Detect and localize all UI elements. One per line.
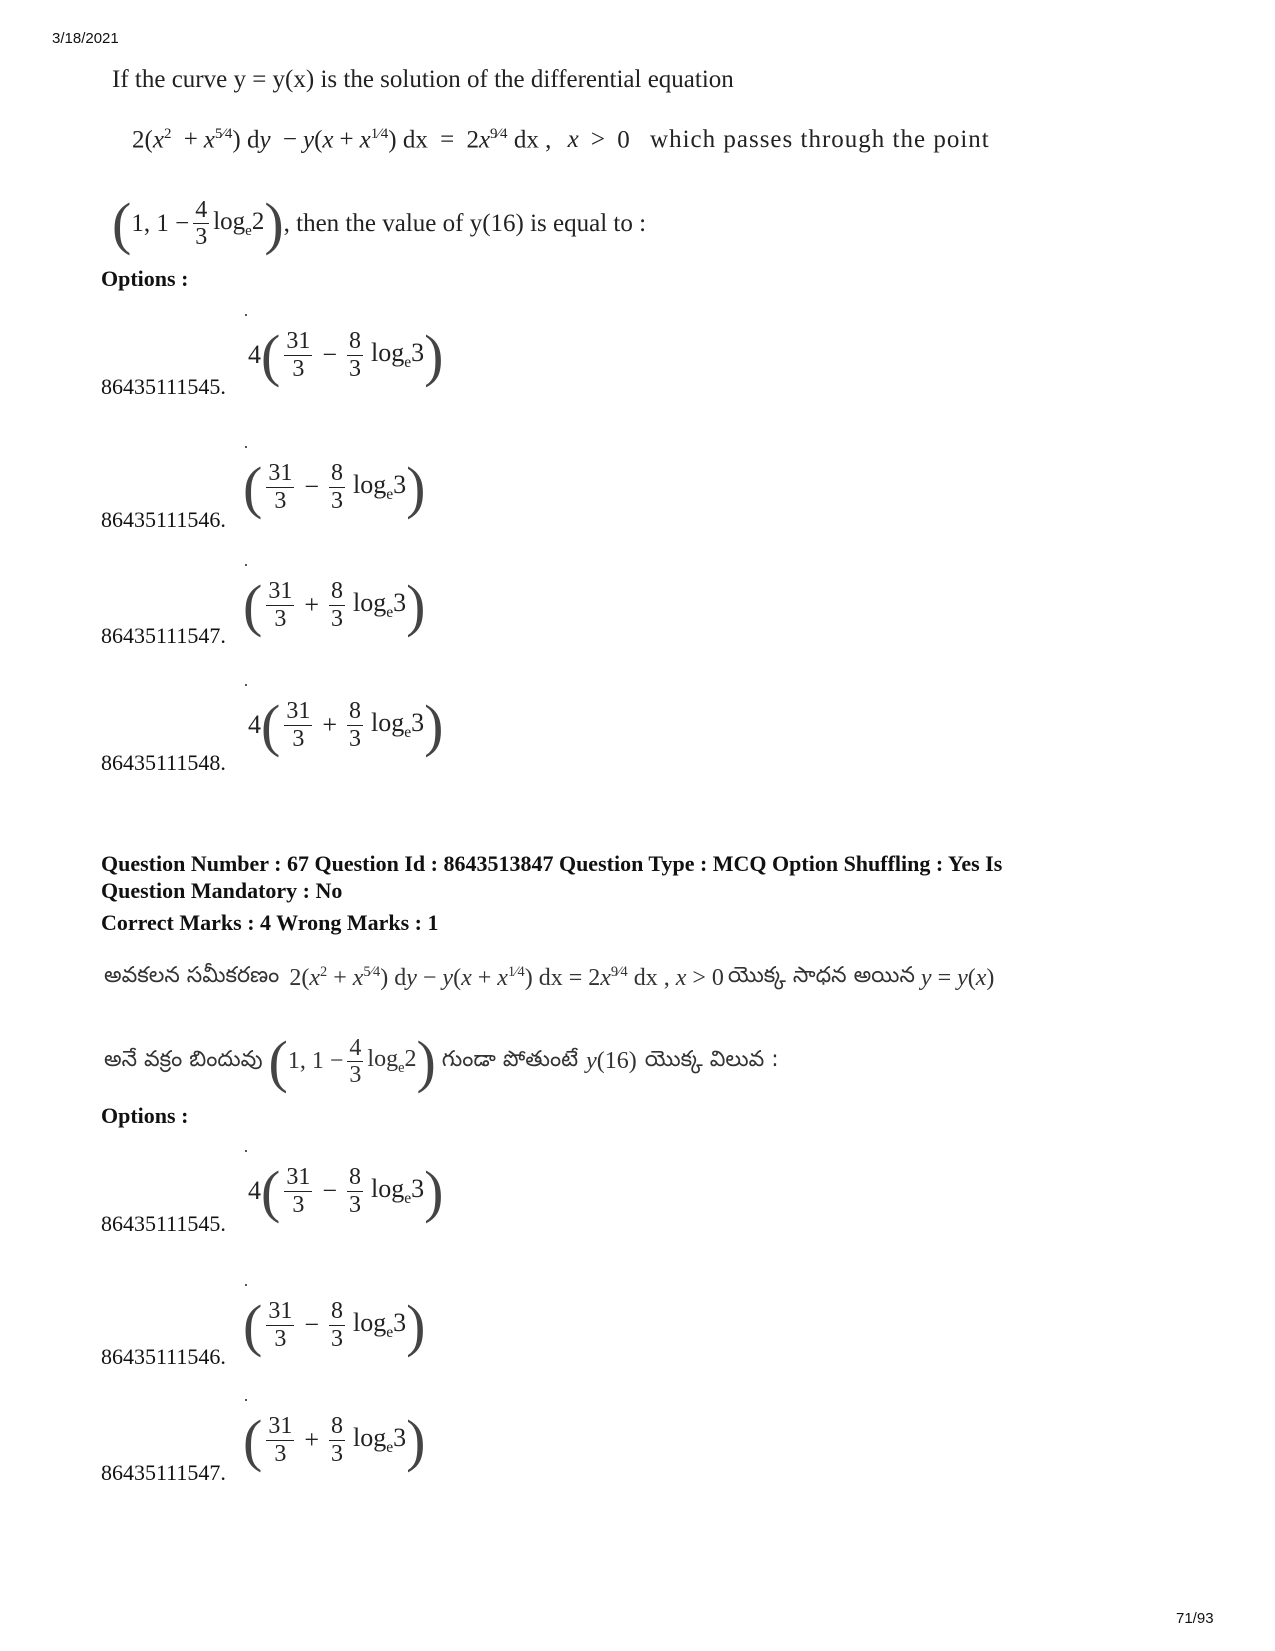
close-paren: ) bbox=[406, 572, 426, 638]
open-paren: ( bbox=[261, 1158, 281, 1224]
q67-telugu-line2-prefix: అనే వక్రం బిందువు bbox=[104, 1046, 263, 1072]
option-formula bbox=[248, 320, 443, 390]
denominator: 3 bbox=[331, 1325, 343, 1352]
fraction bbox=[266, 1413, 294, 1467]
numerator: 31 bbox=[286, 1164, 311, 1191]
close-paren: ) bbox=[424, 1158, 444, 1224]
numerator: 31 bbox=[268, 460, 293, 487]
close-paren: ) bbox=[406, 1407, 426, 1473]
option-formula bbox=[248, 690, 443, 760]
q66-line1: If the curve y = y(x) is the solution of the differential equation bbox=[112, 66, 734, 93]
log-term: $\log_e3$ bbox=[353, 587, 407, 622]
open-paren: ( bbox=[261, 692, 281, 758]
q67-telugu-line2-mid: గుండా పోతుంటే bbox=[441, 1046, 579, 1072]
q67-telugu-line1-suffix: యొక్క సాధన అయిన bbox=[727, 963, 915, 988]
numerator: 8 bbox=[349, 1164, 361, 1191]
close-paren: ) bbox=[406, 1292, 426, 1358]
open-paren: ( bbox=[243, 1292, 263, 1358]
option-id: 86435111545. bbox=[101, 374, 226, 399]
q66-options-label: Options : bbox=[101, 266, 189, 291]
fraction bbox=[329, 1298, 345, 1352]
fraction bbox=[266, 578, 294, 632]
numerator: 8 bbox=[349, 328, 361, 355]
denominator: 3 bbox=[292, 725, 305, 752]
denominator: 3 bbox=[292, 1191, 305, 1218]
operator: − bbox=[322, 340, 337, 369]
operator: + bbox=[304, 1425, 319, 1454]
numerator: 31 bbox=[268, 578, 293, 605]
fraction bbox=[329, 1413, 345, 1467]
close-paren: ) bbox=[406, 454, 426, 520]
option-formula bbox=[248, 1156, 443, 1226]
q67-marks: Correct Marks : 4 Wrong Marks : 1 bbox=[101, 910, 439, 935]
operator: − bbox=[304, 472, 319, 501]
denominator: 3 bbox=[349, 1191, 361, 1218]
open-paren: ( bbox=[261, 322, 281, 388]
denominator: 3 bbox=[349, 725, 361, 752]
denominator: 3 bbox=[274, 487, 287, 514]
q66-equation: $2(x^2 + x^{5⁄4})$ dy − $y(x + x^{1⁄4})$ dx = $2x^{9⁄4}$ dx , x > 0 which passes through the point bbox=[132, 126, 990, 154]
q66-line3: ( 1, 1 − $\frac{4}{3}$ $\log_e2$ ) , then the value of y(16) is equal to : bbox=[112, 191, 647, 256]
q67-meta-line1: Question Number : 67 Question Id : 8643513847 Question Type : MCQ Option Shuffling : Yes Is bbox=[101, 851, 1003, 876]
numerator: 8 bbox=[331, 578, 343, 605]
q67-telugu-line2: అనే వక్రం బిందువు ( 1, 1 − $\frac{4}{3}$ $\log_e2$ ) గుండా పోతుంటే y(16) యొక్క విలువ : bbox=[104, 1029, 779, 1094]
fraction bbox=[284, 698, 312, 752]
numerator: 31 bbox=[286, 698, 311, 725]
open-paren: ( bbox=[243, 454, 263, 520]
fraction bbox=[284, 1164, 312, 1218]
option-id: 86435111547. bbox=[101, 623, 226, 648]
log-term: $\log_e3$ bbox=[371, 1173, 425, 1208]
operator: + bbox=[322, 710, 337, 739]
log-term: $\log_e3$ bbox=[353, 1422, 407, 1457]
log-term: $\log_e3$ bbox=[353, 1307, 407, 1342]
fraction bbox=[266, 460, 294, 514]
fraction bbox=[329, 460, 345, 514]
option-formula bbox=[243, 1405, 425, 1475]
denominator: 3 bbox=[274, 1440, 287, 1467]
denominator: 3 bbox=[274, 605, 287, 632]
denominator: 3 bbox=[292, 355, 305, 382]
q67-meta-line2: Question Mandatory : No bbox=[101, 878, 343, 903]
q67-options-label: Options : bbox=[101, 1103, 189, 1128]
log-term: $\log_e3$ bbox=[371, 337, 425, 372]
numerator: 8 bbox=[331, 1298, 343, 1325]
denominator: 3 bbox=[331, 487, 343, 514]
option-formula bbox=[243, 452, 425, 522]
option-coefficient: 4 bbox=[248, 340, 261, 369]
option-formula bbox=[243, 1290, 425, 1360]
option-coefficient: 4 bbox=[248, 710, 261, 739]
option-formula bbox=[243, 570, 425, 640]
fraction bbox=[347, 328, 363, 382]
close-paren: ) bbox=[424, 692, 444, 758]
numerator: 31 bbox=[286, 328, 311, 355]
operator: − bbox=[322, 1176, 337, 1205]
operator: + bbox=[304, 590, 319, 619]
option-coefficient: 4 bbox=[248, 1176, 261, 1205]
q67-telugu-line2-suffix: యొక్క విలువ : bbox=[644, 1046, 779, 1072]
denominator: 3 bbox=[331, 1440, 343, 1467]
fraction bbox=[347, 698, 363, 752]
numerator: 8 bbox=[349, 698, 361, 725]
option-id: 86435111548. bbox=[101, 750, 226, 775]
fraction bbox=[329, 578, 345, 632]
numerator: 31 bbox=[268, 1298, 293, 1325]
fraction bbox=[266, 1298, 294, 1352]
option-id: 86435111546. bbox=[101, 507, 226, 532]
numerator: 31 bbox=[268, 1413, 293, 1440]
denominator: 3 bbox=[331, 605, 343, 632]
q67-telugu-line1: అవకలన సమీకరణం $2(x^2 + x^{5⁄4})$ dy − $y(x + x^{1⁄4})$ dx = $2x^{9⁄4}$ dx , x > 0 యొక్క సాధన అయిన y = y(x) bbox=[104, 963, 995, 991]
q67-telugu-line1-prefix: అవకలన సమీకరణం bbox=[104, 963, 280, 988]
print-date: 3/18/2021 bbox=[52, 30, 119, 47]
log-term: $\log_e3$ bbox=[371, 707, 425, 742]
page-number: 71/93 bbox=[1176, 1610, 1214, 1627]
numerator: 8 bbox=[331, 1413, 343, 1440]
open-paren: ( bbox=[243, 572, 263, 638]
numerator: 8 bbox=[331, 460, 343, 487]
close-paren: ) bbox=[424, 322, 444, 388]
fraction bbox=[284, 328, 312, 382]
denominator: 3 bbox=[349, 355, 361, 382]
q66-line2-rest: which passes through the point bbox=[650, 126, 990, 154]
log-term: $\log_e3$ bbox=[353, 469, 407, 504]
option-id: 86435111546. bbox=[101, 1344, 226, 1369]
denominator: 3 bbox=[274, 1325, 287, 1352]
operator: − bbox=[304, 1310, 319, 1339]
option-id: 86435111547. bbox=[101, 1460, 226, 1485]
q66-line3-tail: , then the value of y(16) is equal to : bbox=[283, 209, 647, 237]
option-id: 86435111545. bbox=[101, 1211, 226, 1236]
fraction bbox=[347, 1164, 363, 1218]
open-paren: ( bbox=[243, 1407, 263, 1473]
